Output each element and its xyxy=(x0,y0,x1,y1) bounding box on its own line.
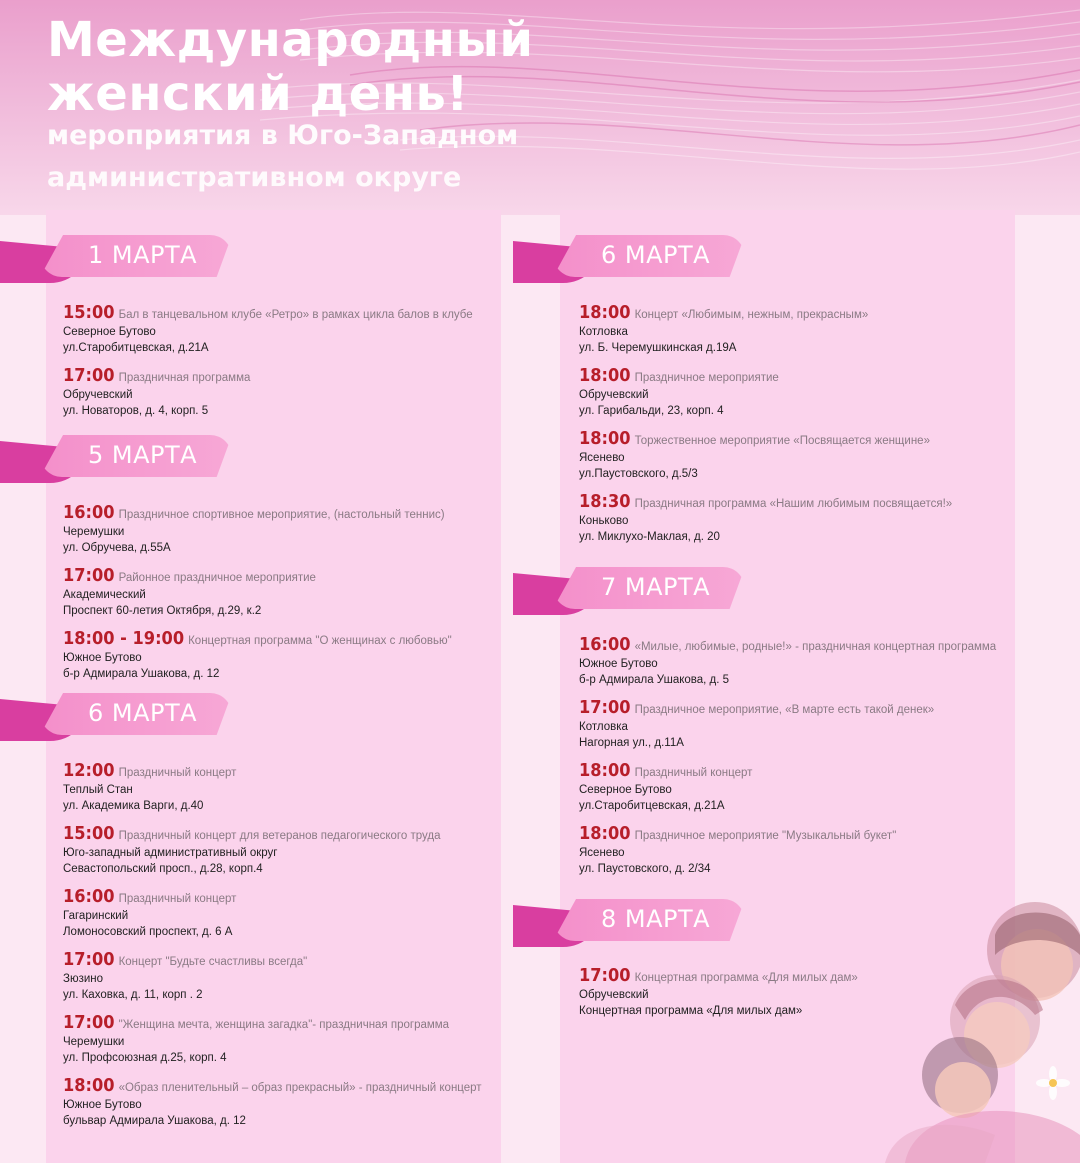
event-description: Бал в танцевальном клубе «Ретро» в рамках цикла балов в клубе xyxy=(118,309,473,321)
event-item xyxy=(579,491,1019,545)
event-description: Праздничное мероприятие, «В марте есть такой денек» xyxy=(634,704,935,716)
event-description: Праздничный концерт xyxy=(118,893,237,905)
event-time: 15:00 xyxy=(63,302,115,323)
date-ribbon xyxy=(0,435,240,487)
event-item xyxy=(579,823,1019,877)
event-address: ул.Паустовского, д.5/3 xyxy=(579,468,698,480)
date-ribbon xyxy=(513,567,753,619)
event-time: 16:00 xyxy=(579,634,631,655)
event-district: Черемушки xyxy=(63,526,125,538)
event-district: Зюзино xyxy=(63,973,104,985)
event-address: ул. Профсоюзная д.25, корп. 4 xyxy=(63,1052,227,1064)
date-label: 1 МАРТА xyxy=(88,241,198,269)
event-time: 12:00 xyxy=(63,760,115,781)
event-address: ул. Гарибальди, 23, корп. 4 xyxy=(579,405,724,417)
event-description: Концертная программа «Для милых дам» xyxy=(634,972,858,984)
event-address: Нагорная ул., д.11А xyxy=(579,737,684,749)
event-district: Южное Бутово xyxy=(63,1099,142,1111)
event-description: «Образ пленительный – образ прекрасный» - праздничный концерт xyxy=(118,1082,482,1094)
event-district: Северное Бутово xyxy=(63,326,156,338)
date-label: 6 МАРТА xyxy=(88,699,198,727)
event-district: Черемушки xyxy=(63,1036,125,1048)
event-district: Обручевский xyxy=(63,389,133,401)
event-district: Юго-западный административный округ xyxy=(63,847,278,859)
event-district: Обручевский xyxy=(579,989,649,1001)
header-banner xyxy=(0,0,1080,215)
event-district: Котловка xyxy=(579,721,628,733)
date-ribbon xyxy=(513,235,753,287)
event-address: Проспект 60-летия Октября, д.29, к.2 xyxy=(63,605,262,617)
event-item xyxy=(63,628,503,682)
event-district: Коньково xyxy=(579,515,629,527)
event-address: ул.Старобитцевская, д.21А xyxy=(579,800,725,812)
event-time: 18:00 xyxy=(63,1075,115,1096)
event-time: 18:30 xyxy=(579,491,631,512)
event-item xyxy=(63,949,503,1003)
event-item xyxy=(63,302,503,356)
event-time: 16:00 xyxy=(63,886,115,907)
event-address: ул. Академика Варги, д.40 xyxy=(63,800,204,812)
event-district: Ясенево xyxy=(579,452,625,464)
page-subtitle-line1: мероприятия в Юго-Западном xyxy=(47,120,519,151)
event-description: "Женщина мечта, женщина загадка"- праздничная программа xyxy=(118,1019,450,1031)
date-label: 6 МАРТА xyxy=(601,241,711,269)
date-ribbon xyxy=(0,235,240,287)
event-time: 18:00 xyxy=(579,823,631,844)
date-label: 7 МАРТА xyxy=(601,573,711,601)
family-illustration xyxy=(885,895,1080,1163)
event-district: Теплый Стан xyxy=(63,784,133,796)
event-time: 17:00 xyxy=(63,949,115,970)
event-address: ул. Б. Черемушкинская д.19А xyxy=(579,342,737,354)
event-district: Северное Бутово xyxy=(579,784,672,796)
event-address: ул. Паустовского, д. 2/34 xyxy=(579,863,711,875)
event-address: ул. Миклухо-Маклая, д. 20 xyxy=(579,531,720,543)
event-description: Праздничный концерт xyxy=(634,767,753,779)
event-description: Праздничное спортивное мероприятие, (настольный теннис) xyxy=(118,509,445,521)
event-item xyxy=(579,697,1019,751)
event-district: Академический xyxy=(63,589,146,601)
page-title-line1: Международный xyxy=(47,12,534,68)
event-description: Концерт "Будьте счастливы всегда" xyxy=(118,956,308,968)
event-time: 15:00 xyxy=(63,823,115,844)
event-description: Праздничная программа xyxy=(118,372,251,384)
date-label: 8 МАРТА xyxy=(601,905,711,933)
event-item xyxy=(579,428,1019,482)
event-address: Севастопольский просп., д.28, корп.4 xyxy=(63,863,263,875)
event-time: 17:00 xyxy=(579,965,631,986)
event-item xyxy=(63,502,503,556)
event-item xyxy=(63,760,503,814)
event-item xyxy=(63,365,503,419)
event-time: 17:00 xyxy=(579,697,631,718)
event-address: б-р Адмирала Ушакова, д. 5 xyxy=(579,674,730,686)
event-district: Южное Бутово xyxy=(579,658,658,670)
event-time: 17:00 xyxy=(63,1012,115,1033)
event-item xyxy=(579,365,1019,419)
event-district: Котловка xyxy=(579,326,628,338)
event-description: Праздничный концерт xyxy=(118,767,237,779)
event-item xyxy=(63,565,503,619)
event-time: 17:00 xyxy=(63,365,115,386)
event-time: 18:00 - 19:00 xyxy=(63,628,185,649)
event-address: Концертная программа «Для милых дам» xyxy=(579,1005,803,1017)
event-description: Концерт «Любимым, нежным, прекрасным» xyxy=(634,309,869,321)
event-item xyxy=(63,823,503,877)
event-address: б-р Адмирала Ушакова, д. 12 xyxy=(63,668,220,680)
event-time: 17:00 xyxy=(63,565,115,586)
event-item xyxy=(63,886,503,940)
event-address: ул. Каховка, д. 11, корп . 2 xyxy=(63,989,203,1001)
event-time: 18:00 xyxy=(579,302,631,323)
event-description: Праздничное мероприятие xyxy=(634,372,779,384)
event-address: Ломоносовский проспект, д. 6 А xyxy=(63,926,233,938)
event-item xyxy=(579,302,1019,356)
page-subtitle-line2: административном округе xyxy=(47,162,462,193)
event-address: ул.Старобитцевская, д.21А xyxy=(63,342,209,354)
event-description: Праздничное мероприятие "Музыкальный букет" xyxy=(634,830,897,842)
page-title-line2: женский день! xyxy=(47,66,469,122)
event-description: «Милые, любимые, родные!» - праздничная концертная программа xyxy=(634,641,997,653)
event-time: 18:00 xyxy=(579,365,631,386)
event-item xyxy=(579,760,1019,814)
date-ribbon xyxy=(513,899,753,951)
date-label: 5 МАРТА xyxy=(88,441,198,469)
event-address: ул. Новаторов, д. 4, корп. 5 xyxy=(63,405,209,417)
event-description: Торжественное мероприятие «Посвящается женщине» xyxy=(634,435,930,447)
event-item xyxy=(579,634,1019,688)
event-description: Районное праздничное мероприятие xyxy=(118,572,316,584)
event-district: Гагаринский xyxy=(63,910,129,922)
event-district: Обручевский xyxy=(579,389,649,401)
event-time: 18:00 xyxy=(579,428,631,449)
event-description: Концертная программа "О женщинах с любовью" xyxy=(188,635,452,647)
event-item xyxy=(63,1075,503,1129)
event-item xyxy=(63,1012,503,1066)
event-time: 18:00 xyxy=(579,760,631,781)
event-description: Праздничный концерт для ветеранов педагогического труда xyxy=(118,830,441,842)
date-ribbon xyxy=(0,693,240,745)
event-district: Ясенево xyxy=(579,847,625,859)
event-description: Праздничная программа «Нашим любимым посвящается!» xyxy=(634,498,953,510)
event-time: 16:00 xyxy=(63,502,115,523)
event-address: ул. Обручева, д.55А xyxy=(63,542,171,554)
event-district: Южное Бутово xyxy=(63,652,142,664)
event-address: бульвар Адмирала Ушакова, д. 12 xyxy=(63,1115,246,1127)
